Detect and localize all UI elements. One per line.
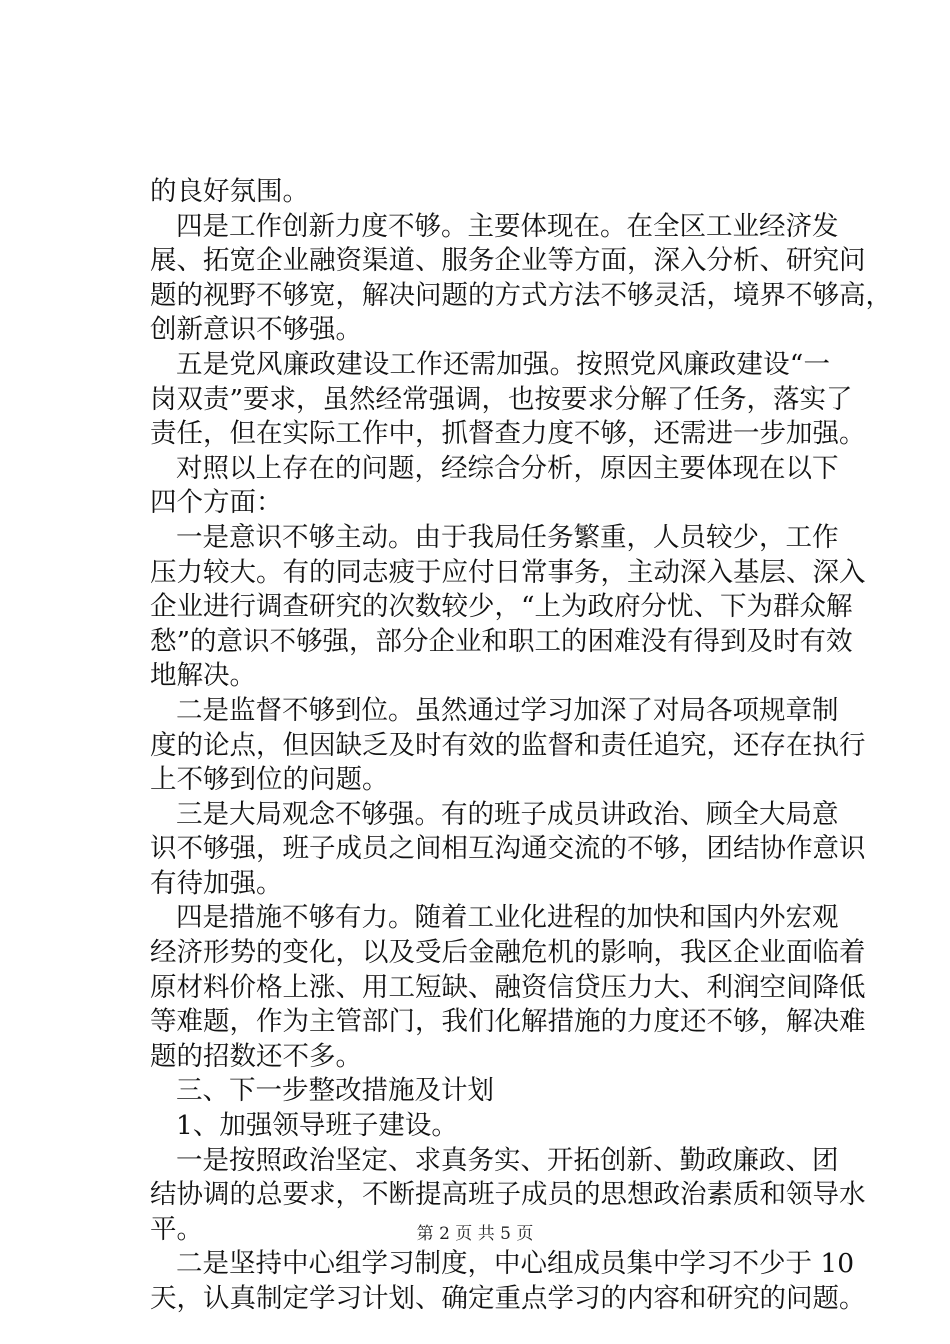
text-line: 识不够强，班子成员之间相互沟通交流的不够，团结协作意识 [150, 833, 866, 865]
text-line: 五是党风廉政建设工作还需加强。按照党风廉政建设“一 [176, 348, 830, 380]
text-line: 压力较大。有的同志疲于应付日常事务，主动深入基层、深入 [150, 556, 866, 588]
text-line: 对照以上存在的问题，经综合分析，原因主要体现在以下 [176, 452, 839, 484]
text-line: 题的招数还不多。 [150, 1040, 362, 1072]
text-line: 度的论点，但因缺乏及时有效的监督和责任追究，还存在执行 [150, 729, 866, 761]
text-line: 的良好氛围。 [150, 176, 309, 207]
document-body [150, 175, 892, 1317]
text-line: 二是坚持中心组学习制度，中心组成员集中学习不少于 10 [176, 1248, 855, 1280]
text-line: 题的视野不够宽，解决问题的方式方法不够灵活，境界不够高， [150, 279, 892, 311]
text-line: 岗双责”要求，虽然经常强调，也按要求分解了任务，落实了 [150, 383, 853, 415]
text-line: 原材料价格上涨、用工短缺、融资信贷压力大、利润空间降低 [150, 971, 866, 1003]
text-line: 经济形势的变化，以及受后金融危机的影响，我区企业面临着 [150, 937, 866, 969]
text-line: 企业进行调查研究的次数较少，“上为政府分忧、下为群众解 [150, 591, 853, 623]
text-line: 四个方面： [150, 487, 283, 519]
text-line: 二是监督不够到位。虽然通过学习加深了对局各项规章制 [176, 694, 839, 726]
text-line: 四是工作创新力度不够。主要体现在。在全区工业经济发 [176, 210, 839, 242]
text-line: 一是按照政治坚定、求真务实、开拓创新、勤政廉政、团 [176, 1144, 839, 1176]
text-line: 结协调的总要求，不断提高班子成员的思想政治素质和领导水 [150, 1179, 866, 1211]
text-line: 一是意识不够主动。由于我局任务繁重，人员较少，工作 [176, 521, 839, 553]
text-line: 愁”的意识不够强，部分企业和职工的困难没有得到及时有效 [150, 625, 853, 657]
text-line: 1、加强领导班子建设。 [176, 1110, 458, 1142]
text-line: 四是措施不够有力。随着工业化进程的加快和国内外宏观 [176, 902, 839, 934]
text-line: 天，认真制定学习计划、确定重点学习的内容和研究的问题。 [150, 1283, 866, 1314]
text-line: 等难题，作为主管部门，我们化解措施的力度还不够，解决难 [150, 1006, 866, 1038]
text-line: 上不够到位的问题。 [150, 764, 389, 796]
text-line: 三是大局观念不够强。有的班子成员讲政治、顾全大局意 [176, 798, 839, 830]
text-line: 有待加强。 [150, 867, 283, 899]
text-line: 平。 [150, 1213, 203, 1245]
text-line: 创新意识不够强。 [150, 314, 362, 346]
text-line: 责任，但在实际工作中，抓督查力度不够，还需进一步加强。 [150, 418, 866, 450]
text-line: 展、拓宽企业融资渠道、服务企业等方面，深入分析、研究问 [150, 245, 866, 277]
text-line: 三、下一步整改措施及计划 [176, 1075, 494, 1107]
text-line: 地解决。 [150, 660, 256, 692]
page-footer: 第 2 页 共 5 页 [416, 1224, 534, 1244]
